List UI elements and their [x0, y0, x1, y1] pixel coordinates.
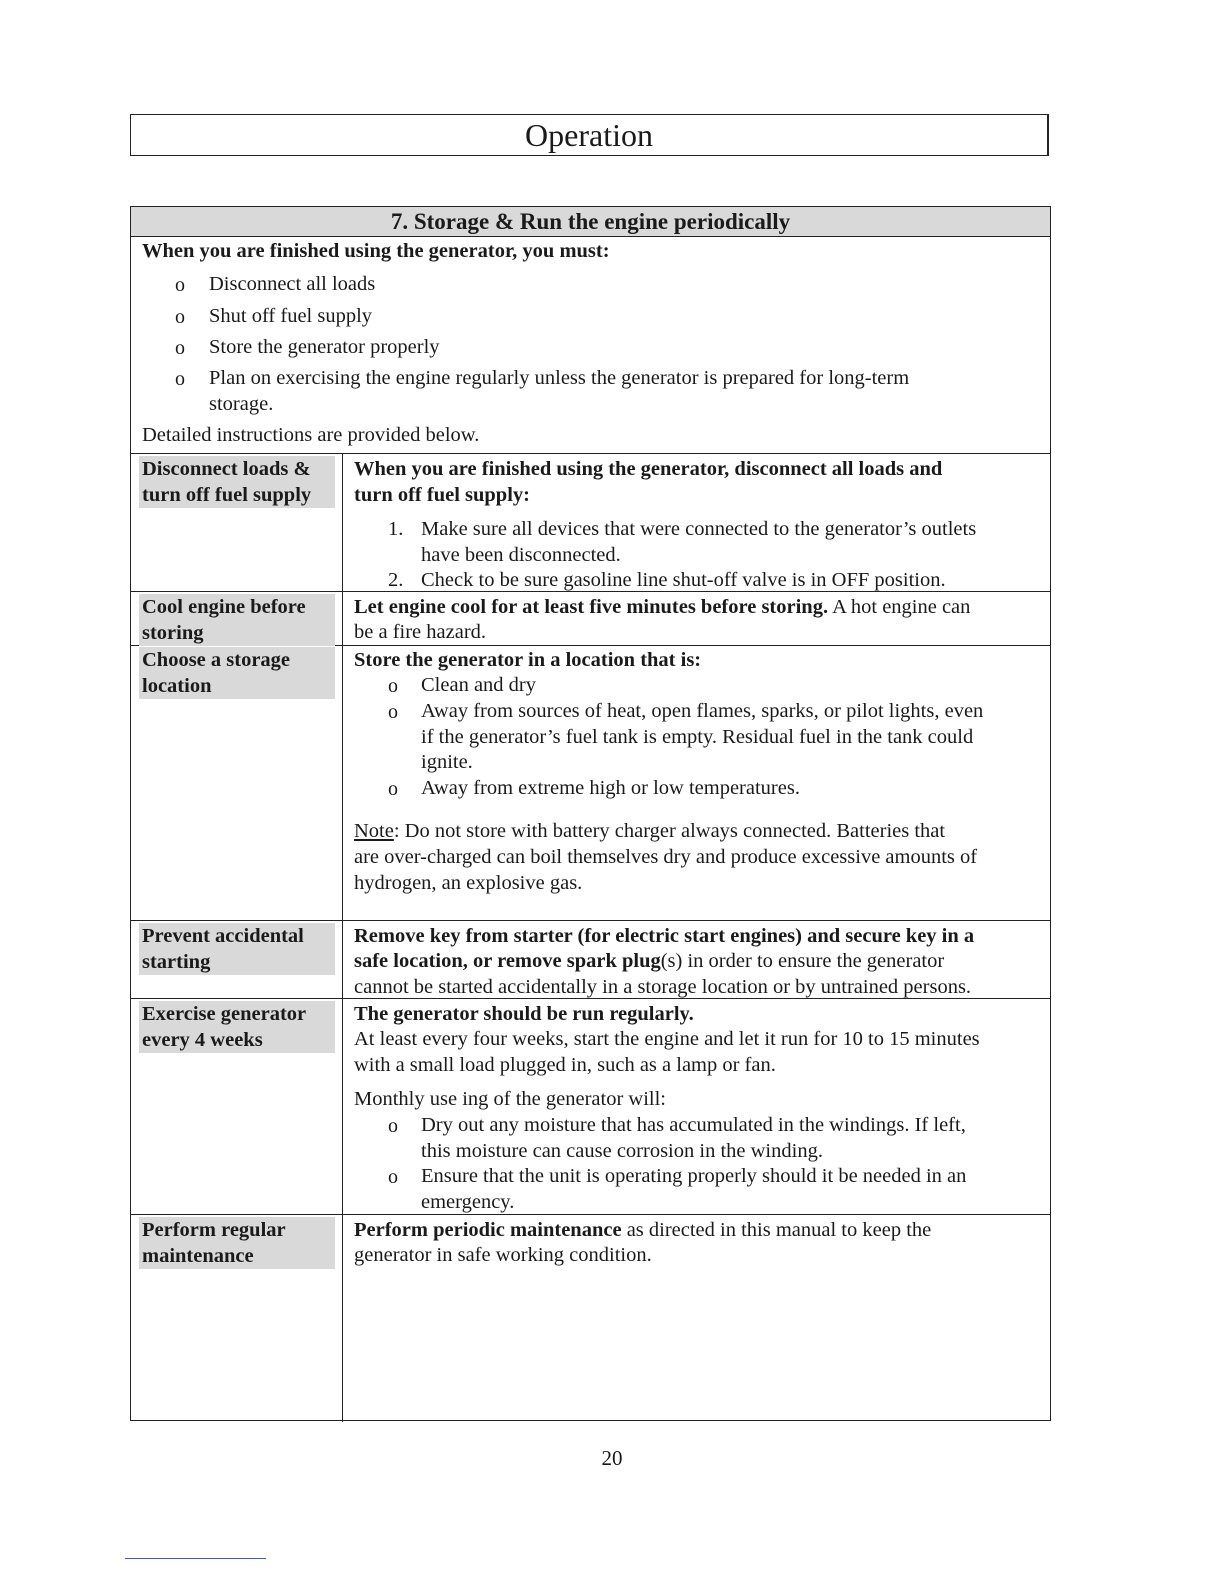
exercise-lead: The generator should be run regularly.	[354, 1003, 694, 1025]
location-note-line: hydrogen, an explosive gas.	[354, 872, 583, 894]
disconnect-lead: turn off fuel supply:	[354, 484, 530, 506]
list-item-continuation: storage.	[209, 393, 274, 415]
prevent-bold: safe location, or remove spark plug	[354, 950, 661, 972]
row-label-line: Prevent accidental	[142, 925, 304, 947]
bullet-icon: o	[388, 1115, 398, 1137]
row-label-line: starting	[142, 951, 211, 973]
footnote-separator	[125, 1558, 266, 1559]
row-label-line: every 4 weeks	[142, 1029, 263, 1051]
exercise-text: At least every four weeks, start the engine and let it run for 10 to 15 minutes	[354, 1028, 980, 1050]
location-bullet: Clean and dry	[421, 674, 536, 696]
row-label-line: maintenance	[142, 1245, 254, 1267]
bullet-icon: o	[388, 675, 398, 697]
bullet-icon: o	[175, 274, 185, 296]
row-label-prevent	[139, 923, 335, 975]
list-item: Store the generator properly	[209, 336, 440, 358]
location-bullet: Away from sources of heat, open flames, sparks, or pilot lights, even	[421, 700, 984, 722]
bullet-icon: o	[175, 306, 185, 328]
prevent-text-line2	[354, 948, 944, 974]
location-note-line: are over-charged can boil themselves dry and produce excessive amounts of	[354, 846, 978, 868]
prevent-text: Remove key from starter (for electric start engines) and secure key in a	[354, 925, 975, 947]
cool-text-line2: be a fire hazard.	[354, 621, 487, 643]
row-label-location	[139, 647, 335, 699]
page-number: 20	[601, 1446, 623, 1470]
bullet-icon: o	[388, 701, 398, 723]
step-text: Make sure all devices that were connected to the generator’s outlets	[421, 518, 977, 540]
intro-lead: When you are finished using the generator, you must:	[142, 240, 610, 262]
list-item: Shut off fuel supply	[209, 305, 373, 327]
row-label-line: turn off fuel supply	[142, 484, 312, 506]
prevent-rest: (s) in order to ensure the generator	[660, 950, 945, 972]
column-divider	[342, 454, 343, 1422]
maintenance-text	[354, 1217, 931, 1243]
row-label-disconnect	[139, 456, 335, 508]
row-label-line: storing	[142, 622, 204, 644]
location-note	[354, 818, 945, 844]
row-label-line: Perform regular	[142, 1219, 286, 1241]
note-label: Note	[354, 820, 394, 842]
step-number: 1.	[388, 518, 404, 540]
list-item: Plan on exercising the engine regularly unless the generator is prepared for long-term	[209, 367, 910, 389]
exercise-bullet: Dry out any moisture that has accumulated in the windings. If left,	[421, 1114, 966, 1136]
bullet-icon: o	[175, 337, 185, 359]
row-label-line: Choose a storage	[142, 649, 291, 671]
cool-rest: A hot engine can	[828, 596, 971, 618]
intro-block	[131, 237, 1050, 454]
row-label-line: Disconnect loads &	[142, 458, 311, 480]
row-label-cool	[139, 594, 335, 646]
storage-table	[130, 206, 1051, 1421]
maintenance-bold: Perform periodic maintenance	[354, 1219, 622, 1241]
exercise-bullet: Ensure that the unit is operating properly should it be needed in an	[421, 1165, 967, 1187]
cool-bold: Let engine cool for at least five minutes before storing.	[354, 596, 829, 618]
section-header: 7. Storage & Run the engine periodically	[131, 207, 1050, 237]
row-label-line: location	[142, 675, 212, 697]
exercise-bullet-cont: this moisture can cause corrosion in the winding.	[421, 1140, 823, 1162]
row-label-exercise	[139, 1001, 335, 1053]
prevent-text-line3: cannot be started accidentally in a storage location or by untrained persons.	[354, 976, 972, 998]
bullet-icon: o	[175, 368, 185, 390]
maintenance-rest: as directed in this manual to keep the	[621, 1219, 932, 1241]
bullet-icon: o	[388, 778, 398, 800]
exercise-bullet-cont: emergency.	[421, 1191, 515, 1213]
step-text: Check to be sure gasoline line shut-off valve is in OFF position.	[421, 569, 946, 591]
page-title: Operation	[130, 114, 1049, 156]
location-bullet-cont: ignite.	[421, 751, 473, 773]
note-text: : Do not store with battery charger always connected. Batteries that	[393, 820, 946, 842]
maintenance-text-line2: generator in safe working condition.	[354, 1244, 652, 1266]
row-label-line: Cool engine before	[142, 596, 306, 618]
row-divider	[131, 1214, 1050, 1215]
bullet-icon: o	[388, 1166, 398, 1188]
list-item: Disconnect all loads	[209, 273, 376, 295]
step-text: have been disconnected.	[421, 544, 621, 566]
location-bullet: Away from extreme high or low temperatures.	[421, 777, 800, 799]
exercise-text: with a small load plugged in, such as a lamp or fan.	[354, 1054, 776, 1076]
location-lead: Store the generator in a location that is:	[354, 649, 702, 671]
disconnect-lead: When you are finished using the generator, disconnect all loads and	[354, 458, 943, 480]
exercise-text: Monthly use ing of the generator will:	[354, 1088, 666, 1110]
step-number: 2.	[388, 569, 404, 591]
cool-text	[354, 594, 970, 620]
row-divider	[131, 920, 1050, 921]
row-label-maintenance	[139, 1217, 335, 1269]
row-label-line: Exercise generator	[142, 1003, 307, 1025]
intro-closing: Detailed instructions are provided below.	[142, 424, 480, 446]
location-bullet-cont: if the generator’s fuel tank is empty. Residual fuel in the tank could	[421, 726, 974, 748]
